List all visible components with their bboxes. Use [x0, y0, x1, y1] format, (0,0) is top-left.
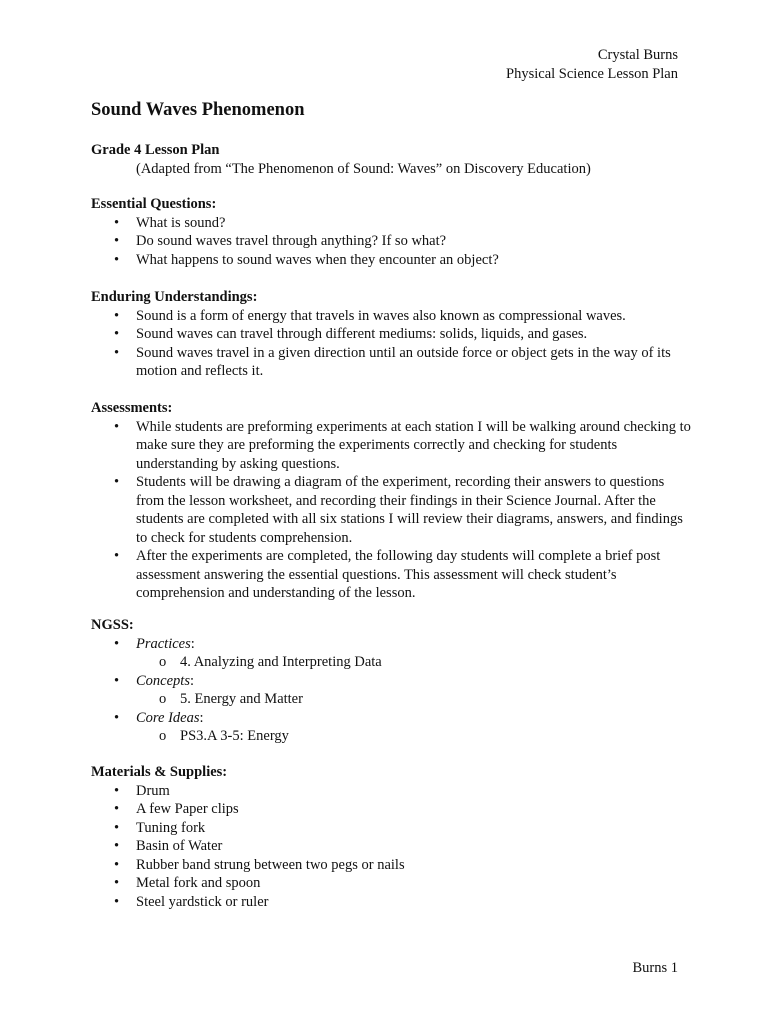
enduring-understandings-section: [91, 288, 691, 381]
assessments-heading: Assessments:: [91, 400, 173, 416]
ngss-item: • Concepts:: [91, 672, 691, 691]
ngss-list: [91, 709, 691, 728]
sub-bullet: o: [159, 654, 167, 670]
list-item: • After the experiments are completed, the following day students will complete a brief post assessment answering the essential questions. This assessment will check student’s comprehension and understanding of the lesson.: [91, 547, 691, 603]
ngss-sublist: [91, 690, 691, 709]
ngss-item: • Core Ideas:: [91, 709, 691, 728]
sub-bullet: o: [159, 691, 167, 707]
essential-questions-list: [91, 214, 691, 270]
list-item: • Students will be drawing a diagram of the experiment, recording their answers to questions from the lesson worksheet, and recording their findings in their Science Journal. After the students are completed with all six stations I will review their diagrams, answers, and findings to check for students comprehension.: [91, 473, 691, 547]
ngss-subitem: [91, 653, 691, 672]
ngss-list: [91, 635, 691, 654]
adaptation-note: (Adapted from “The Phenomenon of Sound: Waves” on Discovery Education): [136, 160, 591, 177]
ngss-label: Core Ideas: [136, 709, 200, 726]
ngss-list: [91, 672, 691, 691]
list-item: • What happens to sound waves when they encounter an object?: [91, 251, 691, 270]
ngss-label: Practices: [136, 635, 191, 652]
header-author: Crystal Burns: [597, 47, 678, 63]
list-item: • Rubber band strung between two pegs or nails: [91, 856, 691, 875]
list-item: • Sound waves travel in a given direction until an outside force or object gets in the way of its motion and reflects it.: [91, 344, 691, 381]
ngss-item: • Practices:: [91, 635, 691, 654]
ngss-sublist: [91, 653, 691, 672]
list-item: • While students are preforming experiments at each station I will be walking around checking to make sure they are preforming the experiments correctly and checking for students understanding by asking questions.: [91, 418, 691, 474]
list-item: • Steel yardstick or ruler: [91, 893, 691, 912]
list-item: • Sound waves can travel through different mediums: solids, liquids, and gases.: [91, 325, 691, 344]
grade-section: [91, 141, 691, 178]
ngss-label: Concepts: [136, 672, 190, 689]
list-item: • What is sound?: [91, 214, 691, 233]
page-number: Burns 1: [632, 960, 678, 976]
essential-questions-section: [91, 195, 691, 269]
header-course: Physical Science Lesson Plan: [506, 66, 678, 82]
document-title: Sound Waves Phenomenon: [91, 100, 305, 120]
list-item: • Metal fork and spoon: [91, 874, 691, 893]
sub-bullet: o: [159, 728, 167, 744]
ngss-sublist: [91, 727, 691, 746]
assessments-section: [91, 399, 691, 603]
page-header: [506, 46, 678, 84]
ngss-subitem: [91, 727, 691, 746]
materials-section: [91, 763, 691, 911]
grade-heading: Grade 4 Lesson Plan: [91, 142, 220, 158]
ngss-sub-text: PS3.A 3-5: Energy: [180, 728, 289, 744]
assessments-list: [91, 418, 691, 603]
ngss-heading: NGSS:: [91, 617, 134, 633]
list-item: • Basin of Water: [91, 837, 691, 856]
ngss-subitem: [91, 690, 691, 709]
list-item: • Do sound waves travel through anything? If so what?: [91, 232, 691, 251]
enduring-understandings-heading: Enduring Understandings:: [91, 289, 258, 305]
list-item: • Tuning fork: [91, 819, 691, 838]
ngss-section: [91, 616, 691, 746]
ngss-sub-text: 4. Analyzing and Interpreting Data: [180, 654, 382, 670]
list-item: • A few Paper clips: [91, 800, 691, 819]
essential-questions-heading: Essential Questions:: [91, 196, 217, 212]
enduring-understandings-list: [91, 307, 691, 381]
materials-heading: Materials & Supplies:: [91, 764, 228, 780]
list-item: • Sound is a form of energy that travels in waves also known as compressional waves.: [91, 307, 691, 326]
ngss-sub-text: 5. Energy and Matter: [180, 691, 303, 707]
materials-list: [91, 782, 691, 912]
list-item: • Drum: [91, 782, 691, 801]
